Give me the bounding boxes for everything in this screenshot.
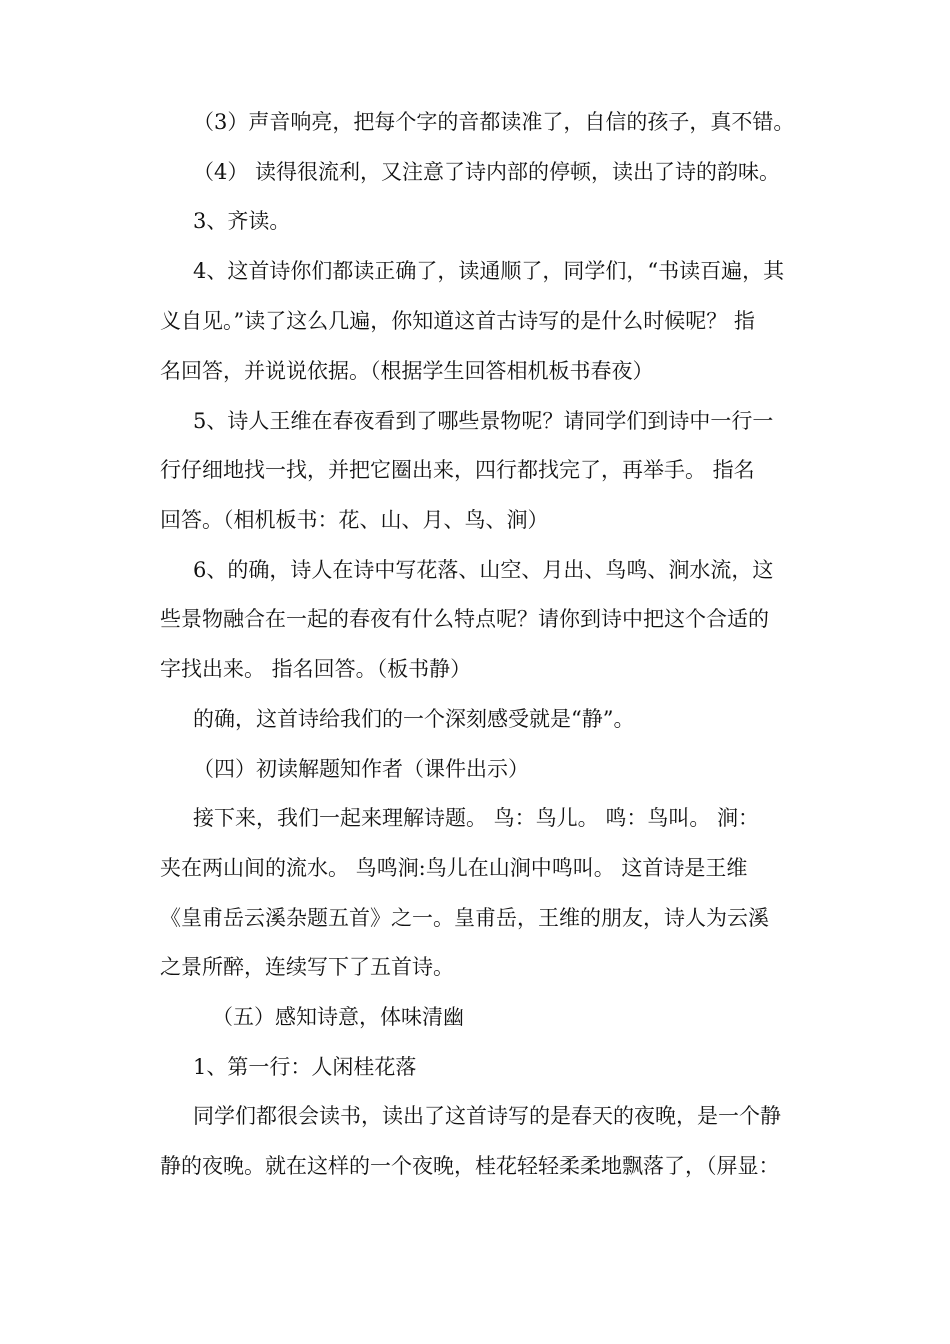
text-line: 3、齐读。 (193, 209, 291, 233)
text-line: 的确，这首诗给我们的一个深刻感受就是“静”。 (193, 707, 635, 731)
text-line: 同学们都很会读书，读出了这首诗写的是春天的夜晚，是一个静 (193, 1104, 781, 1128)
text-line: 4、这首诗你们都读正确了，读通顺了，同学们，“书读百遍，其 (193, 259, 785, 283)
text-line: 5、诗人王维在春夜看到了哪些景物呢？请同学们到诗中一行一 (193, 409, 774, 433)
text-line: （4） 读得很流利，又注意了诗内部的停顿，读出了诗的韵味。 (193, 160, 781, 184)
text-line: 6、的确，诗人在诗中写花落、山空、月出、鸟鸣、涧水流，这 (193, 558, 774, 582)
text-line: 回答。（相机板书：花、山、月、鸟、涧） (160, 508, 549, 532)
text-line: 些景物融合在一起的春夜有什么特点呢？请你到诗中把这个合适的 (160, 607, 769, 631)
section-heading: （四）初读解题知作者（课件出示） (193, 757, 529, 781)
text-line: 名回答，并说说依据。（根据学生回答相机板书春夜） (160, 359, 654, 383)
text-line: 义自见。”读了这么几遍，你知道这首古诗写的是什么时候呢？ 指 (160, 309, 755, 333)
text-line: 1、第一行：人闲桂花落 (193, 1055, 417, 1079)
text-line: 《皇甫岳云溪杂题五首》之一。皇甫岳，王维的朋友，诗人为云溪 (160, 906, 769, 930)
text-line: 接下来，我们一起来理解诗题。 鸟：鸟儿。 鸣：鸟叫。 涧： (193, 806, 760, 830)
text-line: 静的夜晚。就在这样的一个夜晚，桂花轻轻柔柔地飘落了，（屏显： (160, 1154, 780, 1178)
section-heading: （五）感知诗意，体味清幽 (212, 1005, 464, 1029)
text-line: 字找出来。 指名回答。（板书静） (160, 657, 472, 681)
text-line: 夹在两山间的流水。 鸟鸣涧:鸟儿在山涧中鸣叫。 这首诗是王维 (160, 856, 748, 880)
text-line: 行仔细地找一找，并把它圈出来，四行都找完了，再举手。 指名 (160, 458, 755, 482)
text-line: 之景所醉，连续写下了五首诗。 (160, 955, 454, 979)
text-line: （3）声音响亮，把每个字的音都读准了，自信的孩子，真不错。 (193, 110, 795, 134)
